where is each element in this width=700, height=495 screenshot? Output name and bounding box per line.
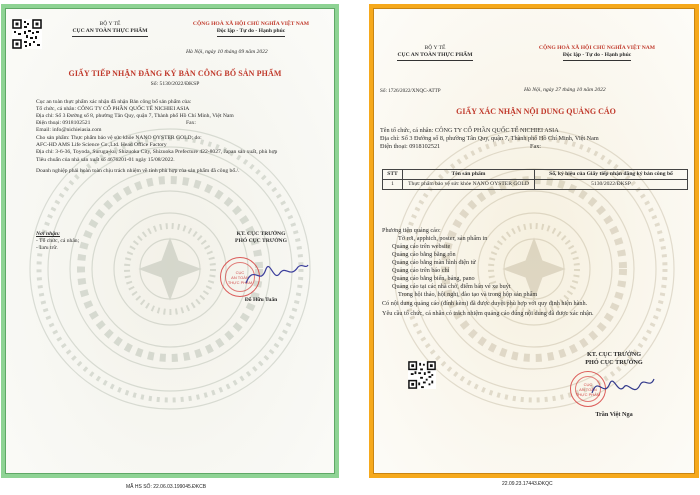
issuing-agency-block [60, 21, 160, 37]
phone-line: Điện thoại: 0918102521 [36, 120, 91, 126]
handwritten-signature [242, 253, 312, 293]
recipients-block [36, 231, 79, 252]
republic-title: CỘNG HOÀ XÃ HỘI CHỦ NGHĨA VIỆT NAM [538, 45, 656, 51]
document-number: Số: 5130/2022/ĐKSP [150, 81, 200, 87]
product-line: Cho sản phẩm: Thực phẩm bảo vệ sức khỏe NANO OYSTER GOLD; do: [36, 135, 202, 141]
ministry-name: BỘ Y TẾ [424, 45, 446, 51]
manufacturer-address: Địa chỉ: 3-6-36, Toyoda, Suruga-ku, Shizuoka City, Shizuoka Prefecture 422-8027, Japan sản xuất, phù hợp [36, 149, 278, 155]
column-header: Tên sản phẩm [403, 170, 535, 180]
address-line: Địa chỉ: Số 3 Đường số 8, phường Tân Quy, quận 7, Thành phố Hồ Chí Minh, Việt Nam [380, 135, 599, 142]
sign-title-1: KT. CỤC TRƯỞNG [586, 351, 642, 358]
national-header-block [166, 21, 335, 37]
document-number: Số: 1726/2022/XNQC-ATTP [380, 88, 441, 94]
qr-code [12, 19, 42, 49]
media-item: Tờ rơi, apphich, poster, sản phẩm in [398, 235, 488, 242]
official-red-seal: CỤC AN TOÀN THỰC PHẨM [220, 257, 260, 297]
responsibility-line: Doanh nghiệp phải hoàn toàn chịu trách nhiệm về tính phù hợp của sản phẩm đã công bố./. [36, 168, 240, 174]
cell-product: Thực phẩm bảo vệ sức khỏe NANO OYSTER GOLD [403, 179, 535, 189]
certificate-body [36, 99, 332, 175]
recipient-item: - Lưu trữ. [36, 245, 58, 251]
issue-date: Hà Nội, ngày 10 tháng 09 năm 2022 [186, 49, 268, 55]
organization-line: Tổ chức, cá nhân: CÔNG TY CỔ PHẦN QUỐC TẾ NICHIEI ASIA [36, 106, 190, 112]
table-header-row [383, 170, 688, 180]
qr-code [408, 361, 436, 389]
phone-line: Điện thoại: 0918102521 [380, 143, 441, 150]
signer-name: Đỗ Hữu Tuấn [244, 297, 278, 303]
national-motto: Độc lập - Tự do - Hạnh phúc [563, 52, 631, 61]
issue-date: Hà Nội, ngày 27 tháng 10 năm 2022 [524, 87, 606, 93]
sign-title-2: PHÓ CỤC TRƯỞNG [235, 238, 287, 244]
signature-block [206, 231, 316, 245]
sign-title-1: KT. CỤC TRƯỞNG [236, 231, 286, 237]
cell-code: 5130/2022/ĐKSP [535, 179, 688, 189]
fax-label: Fax: [186, 120, 196, 126]
right-footer-code: 22.09.23.17443.ĐKQC [502, 481, 553, 487]
signer-name: Trần Việt Nga [595, 411, 633, 418]
column-header: Số, ký hiệu của Giấy tiếp nhận đăng ký bản công bố [535, 170, 688, 180]
organization-line: Tên tổ chức, cá nhân: CÔNG TY CỔ PHẦN QUỐC TẾ NICHIEI ASIA [380, 127, 559, 134]
agency-name: CỤC AN TOÀN THỰC PHẨM [397, 52, 472, 61]
media-item: Quảng cáo tại các nhà chờ, điểm bán vé xe buýt [392, 283, 511, 290]
media-item: Quảng cáo bằng màn hình điện tử [392, 259, 476, 266]
certificate-paper [373, 8, 695, 474]
media-item: Quảng cáo trên website [392, 243, 451, 250]
recipient-item: - Tổ chức, cá nhân; [36, 238, 80, 244]
national-motto: Độc lập - Tự do - Hạnh phúc [217, 28, 285, 37]
agency-name: CỤC AN TOÀN THỰC PHẨM [72, 28, 147, 37]
national-header-block [502, 45, 692, 61]
advertising-confirmation-certificate [369, 4, 699, 478]
compliance-note: Yêu cầu tổ chức, cá nhân có trách nhiệm quảng cáo đúng nội dung đã được xác nhận. [382, 310, 594, 317]
ministry-name: BỘ Y TẾ [99, 21, 121, 27]
document-title: GIẤY XÁC NHẬN NỘI DUNG QUẢNG CÁO [456, 107, 616, 116]
recipients-label: Nơi nhận: [36, 231, 60, 237]
standard-line: Tiêu chuẩn của nhà sản xuất số 4676201-01 ngày 15/08/2022. [36, 157, 175, 163]
email-line: Email: info@nichieiasia.com [36, 127, 102, 133]
issuing-agency-block [380, 45, 490, 61]
intro-line: Cục an toàn thực phẩm xác nhận đã nhận Bản công bố sản phẩm của: [36, 99, 192, 105]
handwritten-signature [588, 369, 658, 405]
applicant-info [380, 127, 690, 151]
signature-block [554, 351, 674, 367]
left-footer-code: MÃ HS SỐ: 22.06.03.199045.ĐKCB [126, 484, 207, 490]
cell-stt: 1 [383, 179, 403, 189]
table-row [383, 179, 688, 189]
certificate-paper [5, 8, 335, 474]
column-header: STT [383, 170, 403, 180]
republic-title: CỘNG HOÀ XÃ HỘI CHỦ NGHĨA VIỆT NAM [192, 21, 310, 27]
fax-label: Fax: [530, 143, 542, 150]
media-item: Trong hội thảo, hội nghị, đào tạo và trong hộp sản phẩm [398, 291, 538, 298]
approval-note: Có nội dung quảng cáo (đính kèm) đã được duyệt phù hợp với quy định hiện hành. [382, 300, 588, 307]
media-item: Quảng cáo trên báo chí [392, 267, 450, 274]
media-section [382, 227, 682, 318]
manufacturer-line: AFC-HD AMS Life Science Co.,Ltd. Head Office Factory [36, 142, 167, 148]
media-item: Quảng cáo bằng biển, bảng, pano [392, 275, 475, 282]
address-line: Địa chỉ: Số 3 Đường số 8, phường Tân Quy, quận 7, Thành phố Hồ Chí Minh, Việt Nam [36, 113, 234, 119]
media-item: Quảng cáo bằng băng rôn [392, 251, 456, 258]
document-title: GIẤY TIẾP NHẬN ĐĂNG KÝ BẢN CÔNG BỐ SẢN PHẨM [68, 69, 282, 78]
product-registration-certificate [1, 4, 339, 478]
product-table [382, 169, 688, 190]
sign-title-2: PHÓ CỤC TRƯỞNG [585, 359, 643, 366]
official-red-seal: CỤC AN TOÀN THỰC PHẨM [570, 371, 606, 407]
media-label: Phương tiện quảng cáo: [382, 227, 441, 234]
